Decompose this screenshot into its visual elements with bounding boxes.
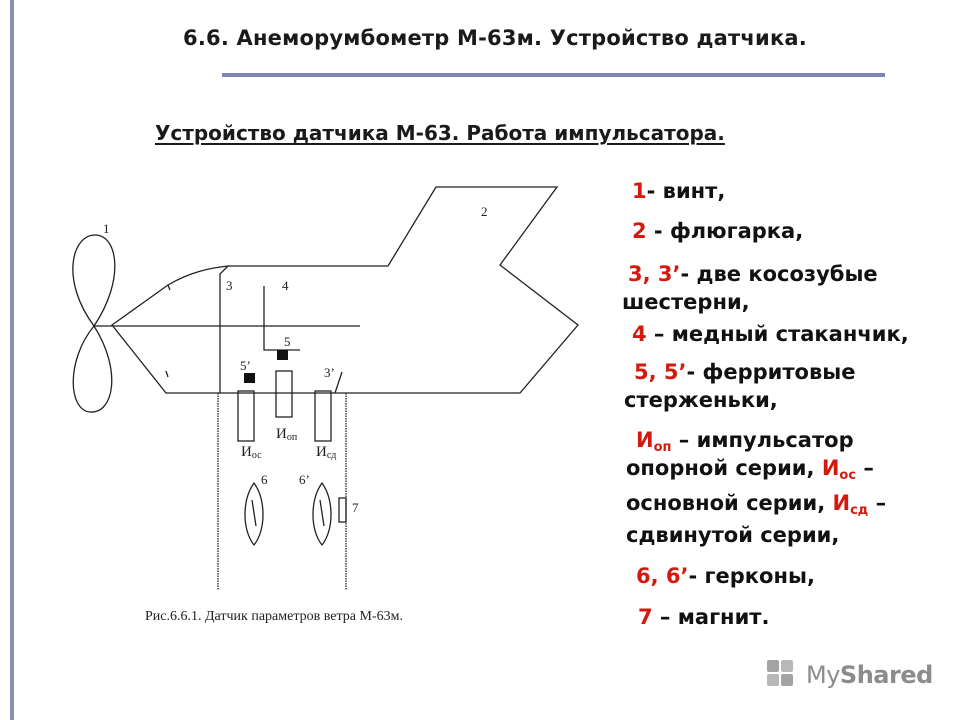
label-3: 3 bbox=[226, 278, 233, 293]
ferrite-rod-5p bbox=[244, 373, 255, 383]
legend-item-5-cont: стерженьки, bbox=[624, 388, 778, 412]
label-1: 1 bbox=[103, 221, 110, 236]
legend-item-6c: основной серии, $И_{сд}$ – bbox=[626, 491, 887, 518]
logo-icon bbox=[766, 659, 800, 689]
label-6p: 6’ bbox=[299, 472, 310, 487]
figure-caption: Рис.6.6.1. Датчик параметров ветра М-63м. bbox=[145, 609, 403, 624]
label-3p: 3’ bbox=[324, 365, 335, 380]
propeller-blade-bottom bbox=[73, 326, 112, 412]
legend-item-4: 4 – медный стаканчик, bbox=[632, 322, 909, 346]
label-7: 7 bbox=[352, 500, 359, 515]
label-2: 2 bbox=[481, 204, 488, 219]
coil-ios bbox=[238, 391, 254, 441]
legend-item-6a: $И_{оп}$ – импульсатор bbox=[636, 428, 854, 455]
label-5: 5 bbox=[284, 334, 291, 349]
legend-item-6b: опорной серии, $И_{ос}$ – bbox=[626, 456, 874, 483]
propeller-blade-top bbox=[73, 235, 115, 326]
body-outline bbox=[112, 187, 578, 393]
legend-item-7: 6, 6’- герконы, bbox=[636, 564, 815, 588]
legend-item-3: 3, 3’- две косозубые bbox=[628, 262, 878, 286]
legend-item-3-cont: шестерни, bbox=[622, 290, 750, 314]
magnet-7 bbox=[339, 498, 346, 522]
label-4: 4 bbox=[282, 278, 289, 293]
legend-item-2: 2 - флюгарка, bbox=[632, 219, 804, 243]
cup-4 bbox=[264, 286, 300, 350]
legend-item-5: 5, 5’- ферритовые bbox=[634, 360, 856, 384]
legend-item-8: 7 – магнит. bbox=[638, 605, 770, 629]
legend-item-6d: сдвинутой серии, bbox=[626, 523, 840, 547]
coil-iop bbox=[276, 371, 292, 417]
slide-title: 6.6. Анеморумбометр М-63м. Устройство датчика. bbox=[183, 26, 807, 50]
label-iop: Иоп bbox=[276, 426, 298, 443]
label-isd: Исд bbox=[316, 444, 337, 461]
legend-item-1: 1- винт, bbox=[632, 179, 726, 203]
label-5p: 5’ bbox=[240, 358, 251, 373]
slide-subtitle: Устройство датчика М-63. Работа импульсатора. bbox=[155, 121, 725, 145]
coil-isd bbox=[315, 391, 331, 441]
label-ios: Иос bbox=[241, 444, 262, 461]
ferrite-rod-5 bbox=[277, 350, 288, 360]
label-6: 6 bbox=[261, 472, 268, 487]
myshared-logo: MyShared bbox=[766, 659, 926, 689]
